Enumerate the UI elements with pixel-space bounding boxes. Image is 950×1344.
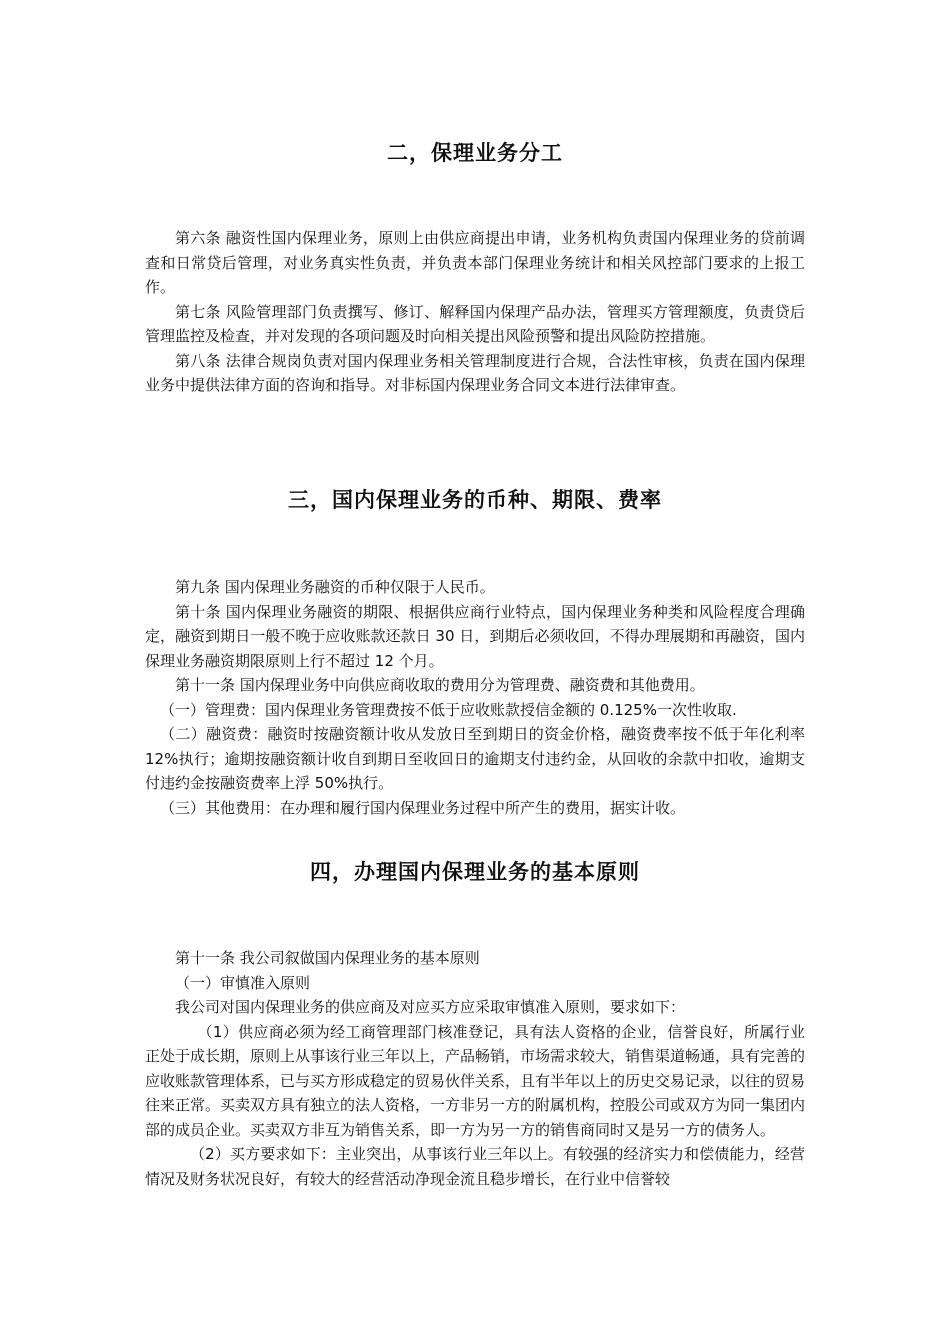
article-7: 第七条 风险管理部门负责撰写、修订、解释国内保理产品办法，管理买方管理额度，负责贷后管理监控及检查，并对发现的各项问题及时向相关提出风险预警和提出风险防控措施。 (145, 302, 805, 345)
principle-intro: 我公司对国内保理业务的供应商及对应买方应采取审慎准入原则，要求如下： (175, 998, 686, 1016)
fee-other: （三）其他费用：在办理和履行国内保理业务过程中所产生的费用，据实计收。 (160, 798, 686, 817)
article-6: 第六条 融资性国内保理业务，原则上由供应商提出申请，业务机构负责国内保理业务的贷前调查和日常贷后管理，对业务真实性负责，并负责本部门保理业务统计和相关风控部门要求的上报工作。 (145, 229, 805, 296)
supplier-requirements: （1）供应商必须为经工商管理部门核准登记，具有法人资格的企业，信誉良好，所属行业正处于成长期，原则上从事该行业三年以上，产品畅销，市场需求较大，销售渠道畅通，具有完善的应收账款管理体系，已与买方形成稳定的贸易伙伴关系，且有半年以上的历史交易记录，以往的贸易往来正常。买卖双方具有独立的法人资格，一方非另一方的附属机构，控股公司或双方为同一集团内部的成员企业。买卖双方非互为销售关系，即一方为另一方的销售商同时又是另一方的债务人。 (145, 1022, 806, 1139)
section-body-division (145, 226, 805, 398)
fee-management: （一）管理费：国内保理业务管理费按不低于应收账款授信金额的 0.125%一次性收取. (160, 700, 737, 719)
article-8: 第八条 法律合规岗负责对国内保理业务相关管理制度进行合规，合法性审核，负责在国内保理业务中提供法律方面的咨询和指导。对非标国内保理业务合同文本进行法律审查。 (145, 351, 805, 394)
section-heading-currency-term-rate: 三，国内保理业务的币种、期限、费率 (288, 488, 662, 512)
section-body-currency-term-rate (145, 575, 805, 820)
article-9: 第九条 国内保理业务融资的币种仅限于人民币。 (175, 578, 495, 596)
buyer-requirements: （2）买方要求如下：主业突出，从事该行业三年以上。有较强的经济实力和偿债能力，经营情况及财务状况良好，有较大的经营活动净现金流且稳步增长，在行业中信誉较 (145, 1145, 805, 1188)
fee-financing: （二）融资费：融资时按融资额计收从发放日至到期日的资金价格，融资费率按不低于年化利率 12%执行；逾期按融资额计收自到期日至收回日的逾期支付违约金，从回收的余款中扣收，逾期支付违约金按融资费率上浮 50%执行。 (145, 725, 805, 792)
article-10: 第十条 国内保理业务融资的期限、根据供应商行业特点，国内保理业务种类和风险程度合理确定，融资到期日一般不晚于应收账款还款日 30 日，到期后必须收回，不得办理展期和再融资，国内保理业务融资期限原则上行不超过 12 个月。 (145, 602, 805, 670)
article-11-principles: 第十一条 我公司叙做国内保理业务的基本原则 (175, 949, 480, 967)
section-heading-division: 二，保理业务分工 (387, 141, 563, 165)
principle-prudent-access: （一）审慎准入原则 (175, 973, 311, 992)
section-body-basic-principles (145, 946, 805, 1191)
article-11: 第十一条 国内保理业务中向供应商收取的费用分为管理费、融资费和其他费用。 (175, 676, 705, 694)
section-heading-basic-principles: 四，办理国内保理业务的基本原则 (310, 860, 640, 884)
